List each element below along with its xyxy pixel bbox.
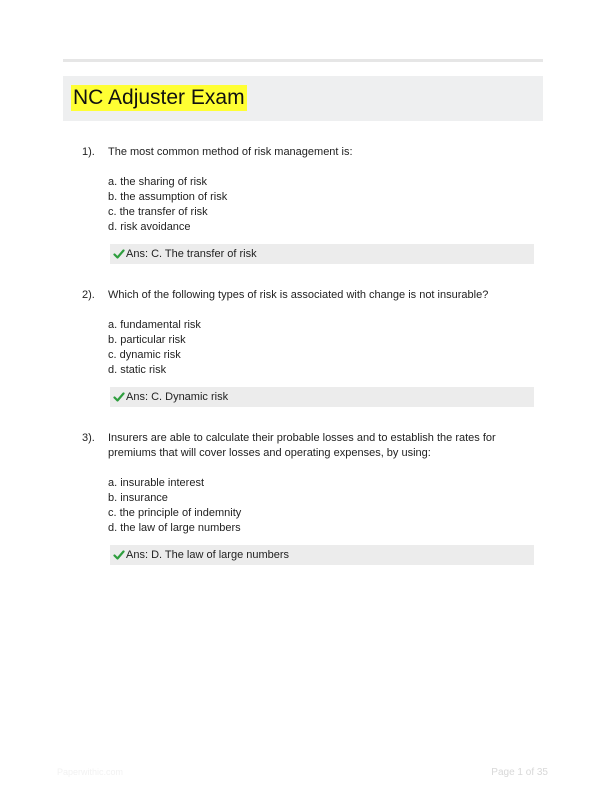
check-icon [113, 248, 125, 260]
title-bar [63, 76, 543, 121]
question-number: 3). [82, 432, 95, 444]
footer-watermark: Paperwithic.com [57, 767, 124, 777]
option-d: d. the law of large numbers [108, 522, 241, 534]
check-icon [113, 391, 125, 403]
page-number: Page 1 of 35 [491, 767, 548, 778]
question-text: Which of the following types of risk is associated with change is not insurable? [108, 289, 489, 301]
question-number: 2). [82, 289, 95, 301]
question-number: 1). [82, 146, 95, 158]
option-c: c. the principle of indemnity [108, 507, 242, 519]
option-b: b. particular risk [108, 334, 186, 346]
answer-text: Ans: C. The transfer of risk [126, 248, 257, 260]
question-text: Insurers are able to calculate their probable losses and to establish the rates for premiums that will cover losses and operating expenses, by using: [108, 432, 496, 459]
option-d: d. risk avoidance [108, 221, 191, 233]
options-list [108, 476, 241, 536]
option-c: c. dynamic risk [108, 349, 181, 361]
answer-box [110, 244, 534, 264]
answer-text: Ans: D. The law of large numbers [126, 549, 290, 561]
option-a: a. fundamental risk [108, 319, 201, 331]
options-list [108, 318, 201, 378]
option-c: c. the transfer of risk [108, 206, 208, 218]
top-divider [63, 59, 543, 62]
answer-box [110, 545, 534, 565]
option-b: b. the assumption of risk [108, 191, 228, 203]
page-title: NC Adjuster Exam [73, 86, 245, 109]
option-b: b. insurance [108, 492, 168, 504]
check-icon [113, 549, 125, 561]
options-list [108, 175, 227, 235]
answer-box [110, 387, 534, 407]
option-d: d. static risk [108, 364, 167, 376]
answer-text: Ans: C. Dynamic risk [126, 391, 229, 403]
option-a: a. the sharing of risk [108, 176, 208, 188]
question-text: The most common method of risk management is: [108, 146, 353, 158]
option-a: a. insurable interest [108, 477, 204, 489]
